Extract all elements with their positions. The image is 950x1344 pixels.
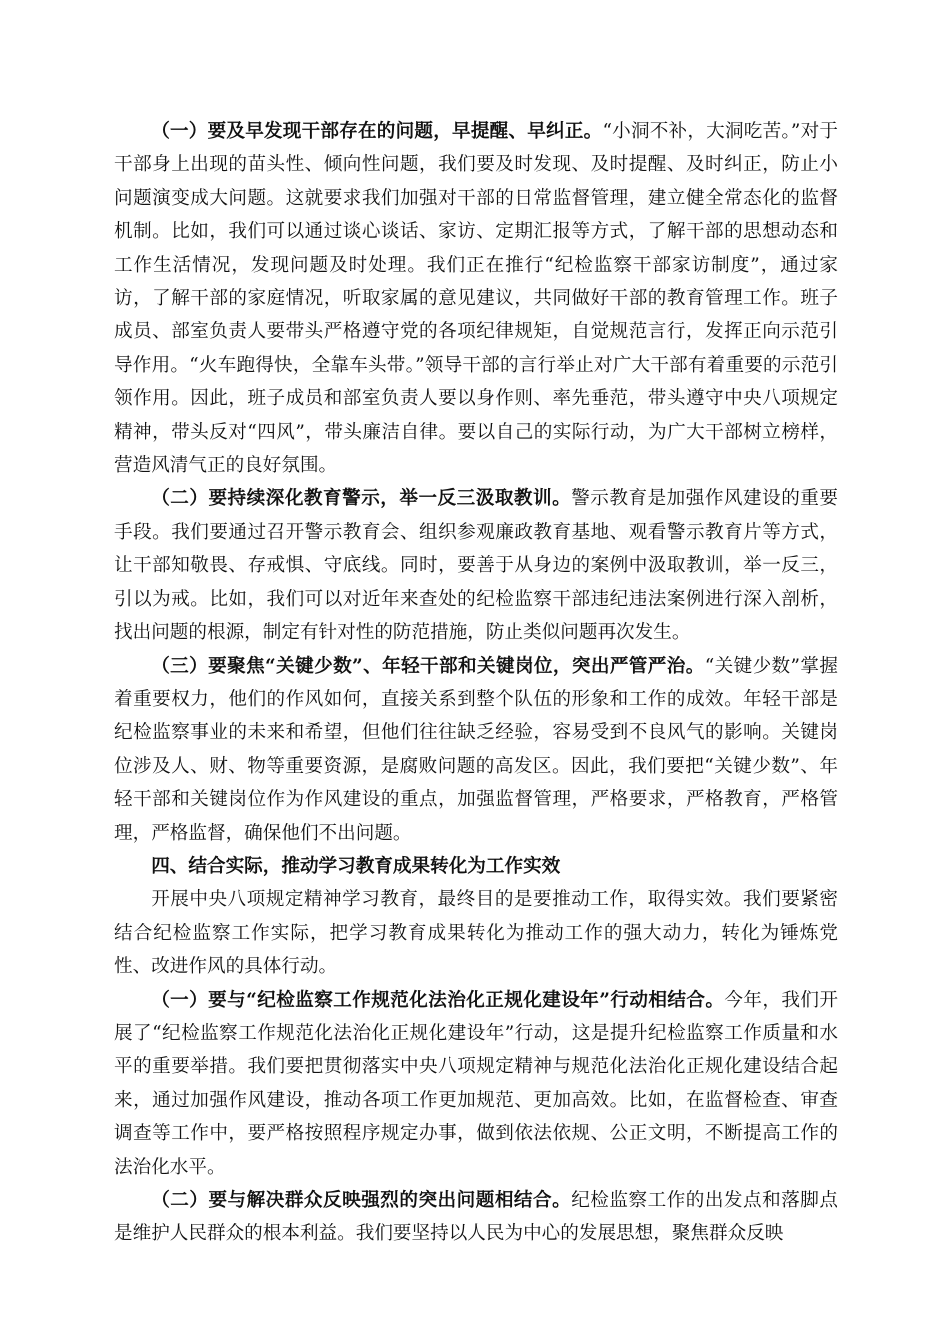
paragraph-lead: （三）要聚焦“关键少数”、年轻干部和关键岗位，突出严管严治。 [151, 655, 705, 677]
paragraph-lead: （一）要及早发现干部存在的问题，早提醒、早纠正。 [151, 121, 603, 142]
paragraph-text: 警示教育是加强作风建设的重要手段。我们要通过召开警示教育会、组织参观廉政教育基地、观看警示教育片等方式，让干部知敬畏、存戒惧、守底线。同时，要善于从身边的案例中汲取教训，举一反三，引以为戒。比如，我们可以对近年来查处的纪检监察干部违纪违法案例进行深入剖析，找出问题的根源，制定有针对性的防范措施，防止类似问题再次发生。 [114, 488, 838, 644]
paragraph-public-concerns [114, 1184, 838, 1251]
paragraph-lead: （二）要持续深化教育警示，举一反三汲取教训。 [151, 488, 572, 510]
section-heading: 四、结合实际，推动学习教育成果转化为工作实效 [151, 855, 561, 877]
paragraph-lead: （二）要与解决群众反映强烈的突出问题相结合。 [151, 1190, 572, 1211]
paragraph-text: “关键少数”掌握着重要权力，他们的作风如何，直接关系到整个队伍的形象和工作的成效。年轻干部是纪检监察事业的未来和希望，但他们往往缺乏经验，容易受到不良风气的影响。关键岗位涉及人、财、物等重要资源，是腐败问题的高发区。因此，我们要把“关键少数”、年轻干部和关键岗位作为作风建设的重点，加强监督管理，严格要求，严格教育，严格管理，严格监督，确保他们不出问题。 [114, 655, 838, 844]
paragraph-warning-education [114, 482, 838, 649]
paragraph-text: 纪检监察工作的出发点和落脚点是维护人民群众的根本利益。我们要坚持以人民为中心的发展思想，聚焦群众反映 [114, 1190, 838, 1245]
paragraph-lead: （一）要与“纪检监察工作规范化法治化正规化建设年”行动相结合。 [151, 989, 725, 1011]
paragraph-key-minority [114, 650, 838, 850]
paragraph-text: 今年，我们开展了“纪检监察工作规范化法治化正规化建设年”行动，这是提升纪检监察工作质量和水平的重要举措。我们要把贯彻落实中央八项规定精神与规范化法治化正规化建设结合起来，通过加强作风建设，推动各项工作更加规范、更加高效。比如，在监督检查、审查调查等工作中，要严格按照程序规定办事，做到依法依规、公正文明，不断提高工作的法治化水平。 [114, 989, 838, 1178]
paragraph-standardization-year [114, 984, 838, 1184]
paragraph-text: “小洞不补，大洞吃苦。”对于干部身上出现的苗头性、倾向性问题，我们要及时发现、及时提醒、及时纠正，防止小问题演变成大问题。这就要求我们加强对干部的日常监督管理，建立健全常态化的监督机制。比如，我们可以通过谈心谈话、家访、定期汇报等方式，了解干部的思想动态和工作生活情况，发现问题及时处理。我们正在推行“纪检监察干部家访制度”，通过家访，了解干部的家庭情况，听取家属的意见建议，共同做好干部的教育管理工作。班子成员、部室负责人要带头严格遵守党的各项纪律规矩，自觉规范言行，发挥正向示范引导作用。“火车跑得快，全靠车头带。”领导干部的言行举止对广大干部有着重要的示范引领作用。因此，班子成员和部室负责人要以身作则、率先垂范，带头遵守中央八项规定精神，带头反对“四风”，带头廉洁自律。要以自己的实际行动，为广大干部树立榜样，营造风清气正的良好氛围。 [114, 121, 838, 477]
document-body [114, 115, 838, 1251]
section-intro: 开展中央八项规定精神学习教育，最终目的是要推动工作，取得实效。我们要紧密结合纪检监察工作实际，把学习教育成果转化为推动工作的强大动力，转化为锤炼党性、改进作风的具体行动。 [114, 889, 838, 978]
paragraph-early-detection [114, 115, 838, 482]
